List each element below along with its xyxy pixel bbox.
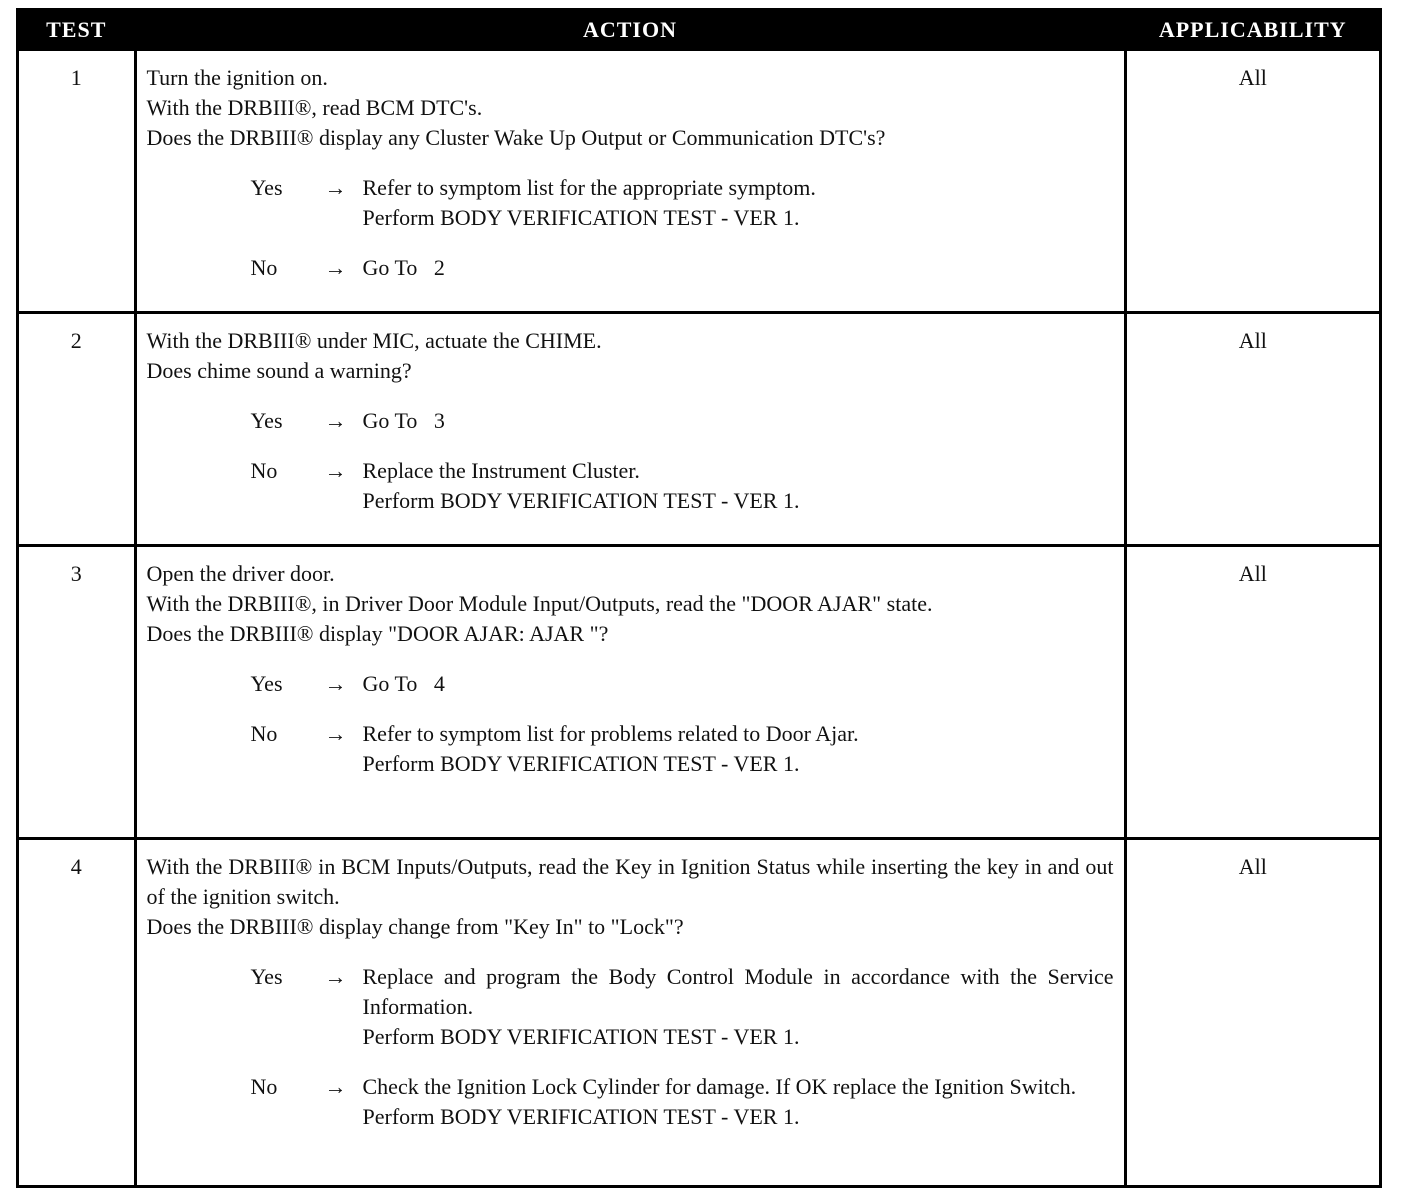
test-number: 3	[19, 546, 135, 839]
option-result	[363, 173, 1114, 233]
action-line: With the DRBIII®, in Driver Door Module Input/Outputs, read the "DOOR AJAR" state.	[146, 591, 933, 616]
action-line: With the DRBIII®, read BCM DTC's.	[146, 95, 483, 120]
arrow-icon: →	[324, 964, 347, 989]
action-line: Does chime sound a warning?	[146, 358, 412, 383]
option-label: No	[250, 458, 278, 483]
option-label: Yes	[250, 671, 283, 696]
action-line: Does the DRBIII® display any Cluster Wake Up Output or Communication DTC's?	[146, 125, 886, 150]
option-result	[363, 962, 1114, 1052]
test-table	[19, 11, 1379, 1185]
option-no	[147, 1072, 1114, 1132]
arrow-icon: →	[324, 1074, 347, 1099]
result-line: Replace and program the Body Control Module in accordance with the Service Information.	[362, 964, 1114, 1019]
option-result	[363, 669, 1114, 699]
result-line: Go To 4	[362, 671, 445, 696]
arrow-icon: →	[324, 671, 347, 696]
result-line: Replace the Instrument Cluster.	[362, 458, 640, 483]
table-row	[19, 546, 1379, 839]
result-line: Perform BODY VERIFICATION TEST - VER 1.	[362, 1024, 800, 1049]
arrow-icon: →	[324, 175, 347, 200]
applicability-value: All	[1125, 313, 1379, 546]
header-test: TEST	[19, 11, 135, 50]
arrow-icon: →	[324, 255, 347, 280]
action-cell	[135, 546, 1125, 839]
option-label: Yes	[250, 408, 283, 433]
action-line: With the DRBIII® under MIC, actuate the CHIME.	[146, 328, 602, 353]
action-cell	[135, 839, 1125, 1186]
table-row	[19, 50, 1379, 313]
result-line: Perform BODY VERIFICATION TEST - VER 1.	[362, 488, 800, 513]
header-applicability: APPLICABILITY	[1125, 11, 1379, 50]
option-label: No	[250, 721, 278, 746]
header-row	[19, 11, 1379, 50]
result-line: Perform BODY VERIFICATION TEST - VER 1.	[362, 751, 800, 776]
option-label: No	[250, 1074, 278, 1099]
result-line: Go To 3	[362, 408, 445, 433]
table-row	[19, 313, 1379, 546]
option-label: Yes	[250, 964, 283, 989]
header-action: ACTION	[135, 11, 1125, 50]
test-number: 1	[19, 50, 135, 313]
option-result	[363, 406, 1114, 436]
option-yes	[147, 962, 1114, 1052]
action-cell	[135, 313, 1125, 546]
arrow-icon: →	[324, 721, 347, 746]
action-line: Turn the ignition on.	[146, 65, 328, 90]
test-number: 4	[19, 839, 135, 1186]
table-row	[19, 839, 1379, 1186]
test-number: 2	[19, 313, 135, 546]
applicability-value: All	[1125, 839, 1379, 1186]
result-line: Go To 2	[362, 255, 445, 280]
option-result	[363, 1072, 1114, 1132]
action-line: Does the DRBIII® display change from "Key In" to "Lock"?	[146, 914, 684, 939]
action-cell	[135, 50, 1125, 313]
option-no	[147, 719, 1114, 779]
result-line: Refer to symptom list for the appropriate symptom.	[362, 175, 816, 200]
option-no	[147, 253, 1114, 283]
option-yes	[147, 669, 1114, 699]
result-line: Perform BODY VERIFICATION TEST - VER 1.	[362, 205, 800, 230]
option-no	[147, 456, 1114, 516]
applicability-value: All	[1125, 546, 1379, 839]
option-result	[363, 456, 1114, 516]
result-line: Check the Ignition Lock Cylinder for damage. If OK replace the Ignition Switch.	[362, 1074, 1077, 1099]
option-label: No	[250, 255, 278, 280]
option-label: Yes	[250, 175, 283, 200]
action-line: With the DRBIII® in BCM Inputs/Outputs, read the Key in Ignition Status while inserting the key in and out of the ignition switch.	[146, 854, 1114, 909]
arrow-icon: →	[324, 408, 347, 433]
diagnostic-table	[16, 8, 1382, 1188]
action-line: Open the driver door.	[146, 561, 335, 586]
result-line: Refer to symptom list for problems related to Door Ajar.	[362, 721, 859, 746]
action-line: Does the DRBIII® display "DOOR AJAR: AJAR "?	[146, 621, 609, 646]
option-result	[363, 253, 1114, 283]
result-line: Perform BODY VERIFICATION TEST - VER 1.	[362, 1104, 800, 1129]
option-yes	[147, 406, 1114, 436]
arrow-icon: →	[324, 458, 347, 483]
option-result	[363, 719, 1114, 779]
applicability-value: All	[1125, 50, 1379, 313]
option-yes	[147, 173, 1114, 233]
